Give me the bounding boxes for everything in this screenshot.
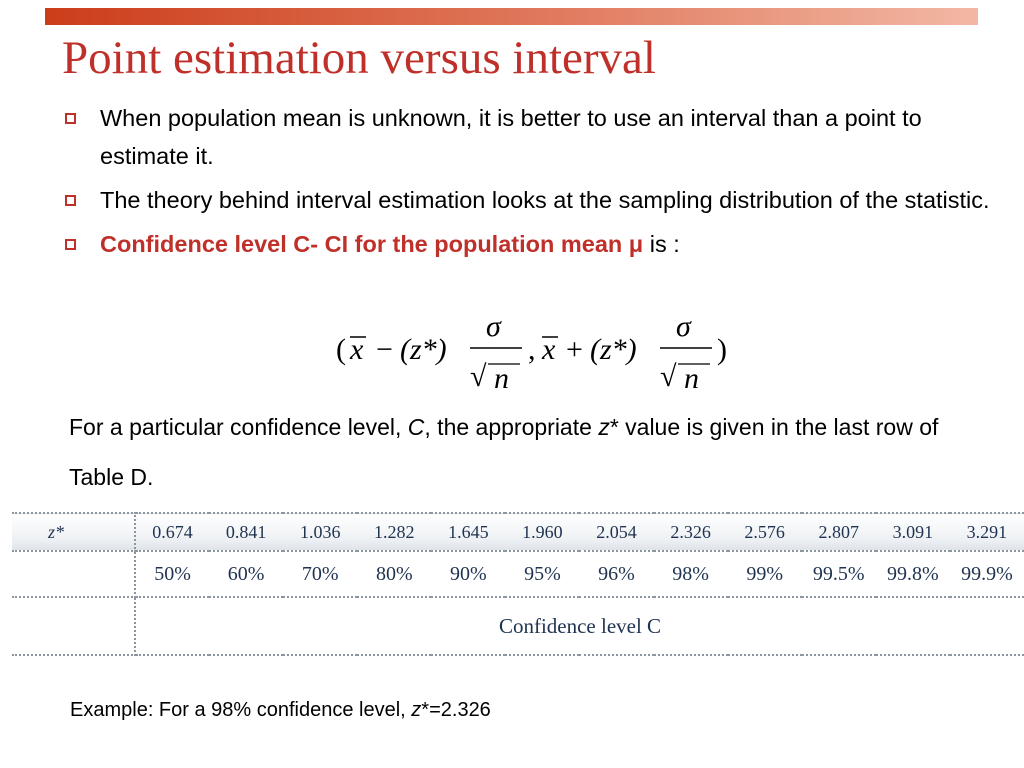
z-value-cell: 0.841 — [209, 513, 283, 551]
formula-xbar-2: x — [542, 333, 556, 366]
z-critical-values-table — [12, 512, 1024, 656]
formula-zstar-2: (z*) — [590, 333, 637, 366]
formula-sqrt-2: √ — [660, 360, 677, 393]
bullet-text-suffix: is : — [643, 231, 680, 257]
para-text-1: For a particular confidence level, — [69, 414, 408, 440]
confidence-levels-row — [12, 551, 1024, 597]
confidence-label-row — [12, 597, 1024, 655]
square-bullet-icon — [65, 113, 76, 124]
formula-sigma-2: σ — [676, 310, 691, 343]
z-value-cell: 3.091 — [876, 513, 950, 551]
square-bullet-icon — [65, 195, 76, 206]
formula-graphic — [336, 310, 736, 398]
example-suffix: *=2.326 — [421, 699, 491, 721]
bullet-text: When population mean is unknown, it is better to use an interval than a point to estimate it. — [100, 105, 922, 169]
formula-sqrt-1: √ — [470, 360, 487, 393]
confidence-cell: 50% — [135, 551, 209, 597]
para-c-italic: C — [407, 414, 425, 440]
bullet-item — [62, 181, 997, 219]
title-accent-bar — [45, 8, 978, 25]
z-value-cell: 1.960 — [505, 513, 579, 551]
formula-close-paren: ) — [717, 333, 727, 366]
formula-sigma-1: σ — [486, 310, 501, 343]
explanation-paragraph — [69, 402, 999, 502]
bullet-item — [62, 225, 997, 263]
confidence-level-label: Confidence level C — [135, 597, 1024, 655]
formula-plus: + — [566, 333, 583, 366]
empty-header-cell — [12, 597, 135, 655]
slide-title: Point estimation versus interval — [62, 32, 656, 84]
confidence-cell: 80% — [357, 551, 431, 597]
para-text-3: * value is given in the last row of Table D. — [69, 414, 939, 490]
formula-n-2: n — [684, 362, 699, 395]
formula-n-1: n — [494, 362, 509, 395]
confidence-cell: 99.9% — [950, 551, 1024, 597]
confidence-cell: 99.5% — [802, 551, 876, 597]
z-value-cell: 2.807 — [802, 513, 876, 551]
z-value-cell: 2.326 — [654, 513, 728, 551]
bullet-list — [62, 99, 997, 269]
example-z-italic: z — [411, 699, 422, 721]
z-value-cell: 1.645 — [431, 513, 505, 551]
confidence-cell: 95% — [505, 551, 579, 597]
formula-zstar-1: (z*) — [400, 333, 447, 366]
confidence-cell: 99% — [728, 551, 802, 597]
confidence-cell: 99.8% — [876, 551, 950, 597]
formula-comma: , — [528, 333, 536, 366]
z-value-cell: 2.576 — [728, 513, 802, 551]
square-bullet-icon — [65, 239, 76, 250]
example-text — [70, 695, 491, 725]
bullet-highlight-text: Confidence level C- CI for the population mean μ — [100, 231, 644, 257]
confidence-cell: 96% — [579, 551, 653, 597]
confidence-cell: 98% — [654, 551, 728, 597]
formula-minus: − — [376, 333, 393, 366]
para-z-italic: z — [598, 414, 610, 440]
z-value-cell: 1.036 — [283, 513, 357, 551]
formula-xbar-1: x — [350, 333, 364, 366]
z-values-row — [12, 513, 1024, 551]
empty-header-cell — [12, 551, 135, 597]
confidence-interval-formula — [336, 310, 736, 398]
confidence-cell: 70% — [283, 551, 357, 597]
bullet-item — [62, 99, 997, 175]
example-prefix: Example: For a 98% confidence level, — [70, 699, 412, 721]
z-value-cell: 1.282 — [357, 513, 431, 551]
z-header-cell: z* — [12, 513, 135, 551]
formula-open-paren: ( — [336, 333, 346, 366]
bullet-text: The theory behind interval estimation looks at the sampling distribution of the statistic. — [100, 187, 990, 213]
z-value-cell: 2.054 — [579, 513, 653, 551]
z-value-cell: 3.291 — [950, 513, 1024, 551]
confidence-cell: 60% — [209, 551, 283, 597]
confidence-cell: 90% — [431, 551, 505, 597]
z-table-container — [12, 512, 1024, 652]
z-value-cell: 0.674 — [135, 513, 209, 551]
para-text-2: , the appropriate — [424, 414, 599, 440]
